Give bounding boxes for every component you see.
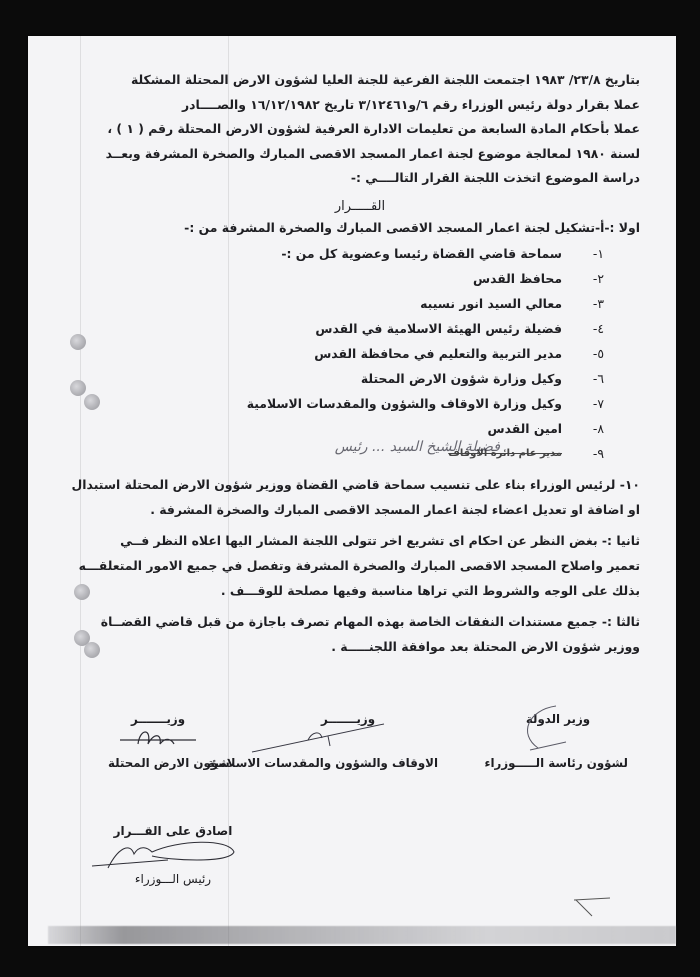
signature-scribble <box>248 718 388 758</box>
signatory-department: الاوقاف والشؤون والمقدسات الاسلامية <box>207 756 438 770</box>
member-item <box>100 266 640 291</box>
header-line: عملا بأحكام المادة السابعة من تعليمات الادارة العرفية لشؤون الارض المحتلة رقم ( ١ ) ، <box>107 121 640 137</box>
header-paragraph <box>100 68 640 191</box>
member-number: ٣- <box>592 295 604 311</box>
member-text: محافظ القدس <box>472 270 562 286</box>
member-item <box>100 316 640 341</box>
member-number: ٦- <box>592 370 604 386</box>
second-clause-line: تعمير واصلاح المسجد الاقصى المبارك والصخرة المشرفة وتفصل في جميع الامور المتعلقـــه <box>78 557 640 573</box>
signature-occupied-territories-minister <box>108 712 230 770</box>
signatory-title: وزيـــــــر <box>320 712 376 726</box>
item-10-line: او اضافة او تعديل اعضاء لجنة اعمار المسجد الاقصى المبارك والصخرة المشرفة . <box>150 501 640 517</box>
member-text: وكيل وزارة الاوقاف والشؤون والمقدسات الاسلامية <box>246 395 562 411</box>
signatory-department: لشؤون رئاسة الـــــوزراء <box>484 756 628 770</box>
member-text-struck: مدير عام دائرة الاوقاف <box>448 447 562 459</box>
third-clause-line: ثالثا :- جميع مستندات النفقات الخاصة بهذه المهام تصرف باجازة من قبل قاضي القضــاة <box>100 613 640 629</box>
signatory-title: وزيـــــــر <box>130 712 186 726</box>
header-line: دراسة الموضوع اتخذت اللجنة القرار التالــــي :- <box>350 170 640 186</box>
punch-hole <box>84 394 100 410</box>
signature-minister-of-state <box>484 712 628 770</box>
member-item <box>100 391 640 416</box>
member-text: فضيلة رئيس الهيئة الاسلامية في القدس <box>315 320 562 336</box>
document-page <box>28 36 676 946</box>
item-10-paragraph <box>71 472 640 522</box>
prime-minister-signature <box>88 838 238 872</box>
second-clause <box>78 528 640 603</box>
punch-hole <box>70 380 86 396</box>
second-clause-line: بذلك على الوجه والشروط التي تراها مناسبة وفيها مصلحة للوقـــف . <box>220 582 640 598</box>
member-number: ٧- <box>592 395 604 411</box>
third-clause <box>100 609 640 659</box>
punch-hole <box>84 642 100 658</box>
decision-title: القـــــرار <box>334 198 386 214</box>
member-number: ٩- <box>592 445 604 461</box>
member-number: ٢- <box>592 270 604 286</box>
member-item <box>100 341 640 366</box>
member-text: معالي السيد انور نسيبه <box>420 295 562 311</box>
first-clause: اولا :-أ-تشكيل لجنة اعمار المسجد الاقصى المبارك والصخرة المشرفة من :- <box>184 219 640 235</box>
third-clause-line: ووزير شؤون الارض المحتلة بعد موافقة اللجنـــــة . <box>331 638 640 654</box>
header-line: عملا بقرار دولة رئيس الوزراء رقم ٦/و٣/١٢٤٦١ تاريخ ١٦/١٢/١٩٨٢ والصــــادر <box>182 96 640 112</box>
signature-scribble <box>118 724 198 754</box>
second-clause-line: ثانيا :- بغض النظر عن احكام اى تشريع اخر تتولى اللجنة المشار اليها اعلاه النظر فــي <box>120 532 640 548</box>
page-number-mark <box>572 896 612 922</box>
header-line: لسنة ١٩٨٠ لمعالجة موضوع لجنة اعمار المسجد الاقصى المبارك والصخرة المشرفة وبعــد <box>105 145 640 161</box>
handwritten-correction: فضيلة الشيخ السيد ... رئيس <box>334 438 500 455</box>
members-list <box>100 241 640 466</box>
member-text: مدير التربية والتعليم في محافظة القدس <box>314 345 562 361</box>
member-text: امين القدس <box>487 420 562 436</box>
signatory-department: شؤون الارض المحتلة <box>108 756 230 770</box>
prime-minister-approval <box>108 824 238 886</box>
signature-row <box>88 712 638 792</box>
member-item-struck <box>100 438 640 466</box>
punch-hole <box>74 584 90 600</box>
member-number: ٨- <box>592 420 604 436</box>
signature-scribble <box>508 704 568 754</box>
member-number: ١- <box>592 245 604 261</box>
document-body <box>71 68 640 659</box>
signature-awqaf-minister <box>207 712 438 770</box>
member-text: سماحة قاضي القضاة رئيسا وعضوية كل من :- <box>281 245 562 261</box>
member-text: وكيل وزارة شؤون الارض المحتلة <box>360 370 562 386</box>
approval-signer: رئيس الـــوزراء <box>134 872 212 886</box>
punch-hole <box>70 334 86 350</box>
approval-text: اصادق على القـــرار <box>113 824 233 838</box>
member-number: ٥- <box>592 345 604 361</box>
signatory-title: وزير الدولة <box>525 712 591 726</box>
item-10-line: ١٠- لرئيس الوزراء بناء على تنسيب سماحة قاضي القضاة ووزير شؤون الارض المحتلة استبدال <box>71 476 640 492</box>
member-item <box>100 241 640 266</box>
scan-artifact-band <box>48 926 676 944</box>
header-line: بتاريخ ٢٣/٨/ ١٩٨٣ اجتمعت اللجنة الفرعية للجنة العليا لشؤون الارض المحتلة المشكلة <box>130 72 640 87</box>
member-number: ٤- <box>592 320 604 336</box>
member-item <box>100 366 640 391</box>
member-item <box>100 291 640 316</box>
